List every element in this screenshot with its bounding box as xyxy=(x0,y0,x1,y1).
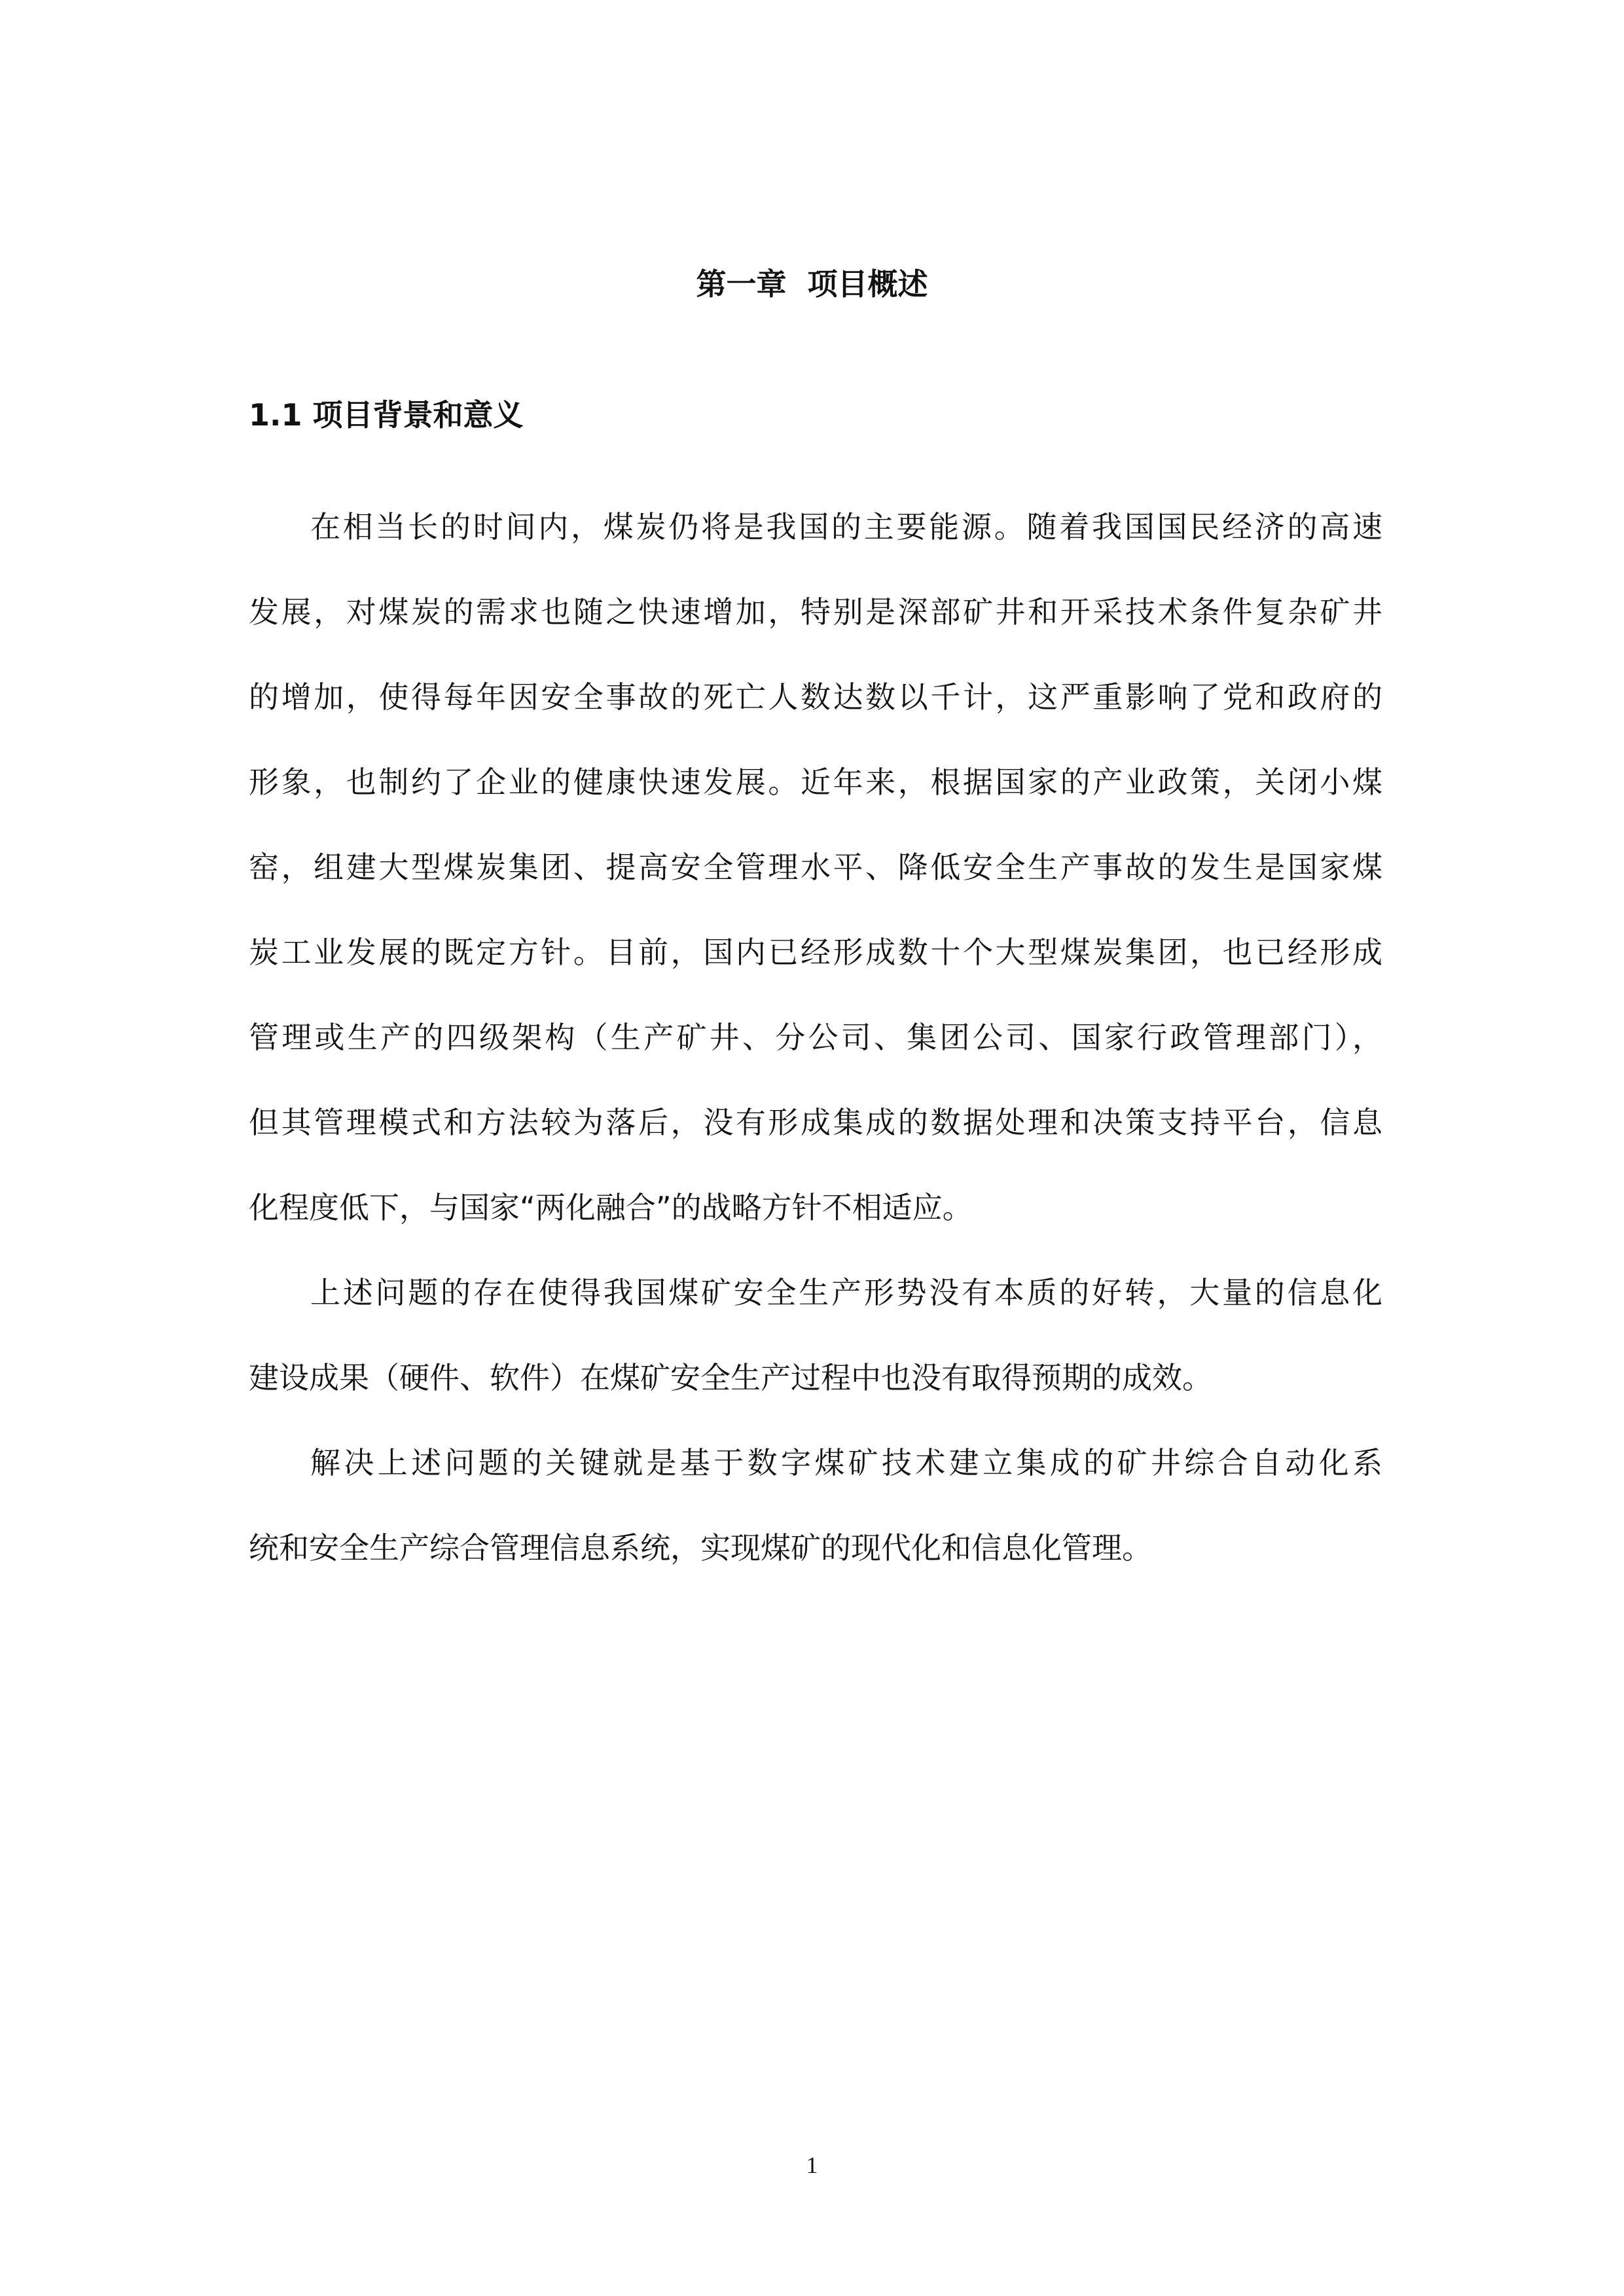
paragraph-line: 炭工业发展的既定方针。目前，国内已经形成数十个大型煤炭集团，也已经形成 xyxy=(249,935,1382,970)
paragraph-line: 管理或生产的四级架构（生产矿井、分公司、集团公司、国家行政管理部门）， xyxy=(249,1020,1382,1055)
paragraph-line: 发展，对煤炭的需求也随之快速增加，特别是深部矿井和开采技术条件复杂矿井 xyxy=(249,594,1382,630)
paragraph-line: 在相当长的时间内，煤炭仍将是我国的主要能源。随着我国国民经济的高速 xyxy=(310,509,1382,545)
paragraph-line: 上述问题的存在使得我国煤矿安全生产形势没有本质的好转，大量的信息化 xyxy=(310,1275,1382,1310)
paragraph-line: 建设成果（硬件、软件）在煤矿安全生产过程中也没有取得预期的成效。 xyxy=(249,1360,1212,1395)
paragraph-line: 统和安全生产综合管理信息系统，实现煤矿的现代化和信息化管理。 xyxy=(249,1530,1152,1566)
chapter-title: 第一章 项目概述 xyxy=(696,266,928,302)
paragraph-line: 形象，也制约了企业的健康快速发展。近年来，根据国家的产业政策，关闭小煤 xyxy=(249,764,1382,800)
page-number: 1 xyxy=(806,2152,818,2178)
section-heading: 1.1 项目背景和意义 xyxy=(249,397,524,433)
paragraph-line: 解决上述问题的关键就是基于数字煤矿技术建立集成的矿井综合自动化系 xyxy=(310,1445,1382,1480)
paragraph-line: 的增加，使得每年因安全事故的死亡人数达数以千计，这严重影响了党和政府的 xyxy=(249,679,1382,715)
paragraph-line: 窑，组建大型煤炭集团、提高安全管理水平、降低安全生产事故的发生是国家煤 xyxy=(249,850,1382,885)
paragraph-line: 化程度低下，与国家“两化融合”的战略方针不相适应。 xyxy=(249,1190,973,1225)
paragraph-line: 但其管理模式和方法较为落后，没有形成集成的数据处理和决策支持平台，信息 xyxy=(249,1105,1382,1140)
